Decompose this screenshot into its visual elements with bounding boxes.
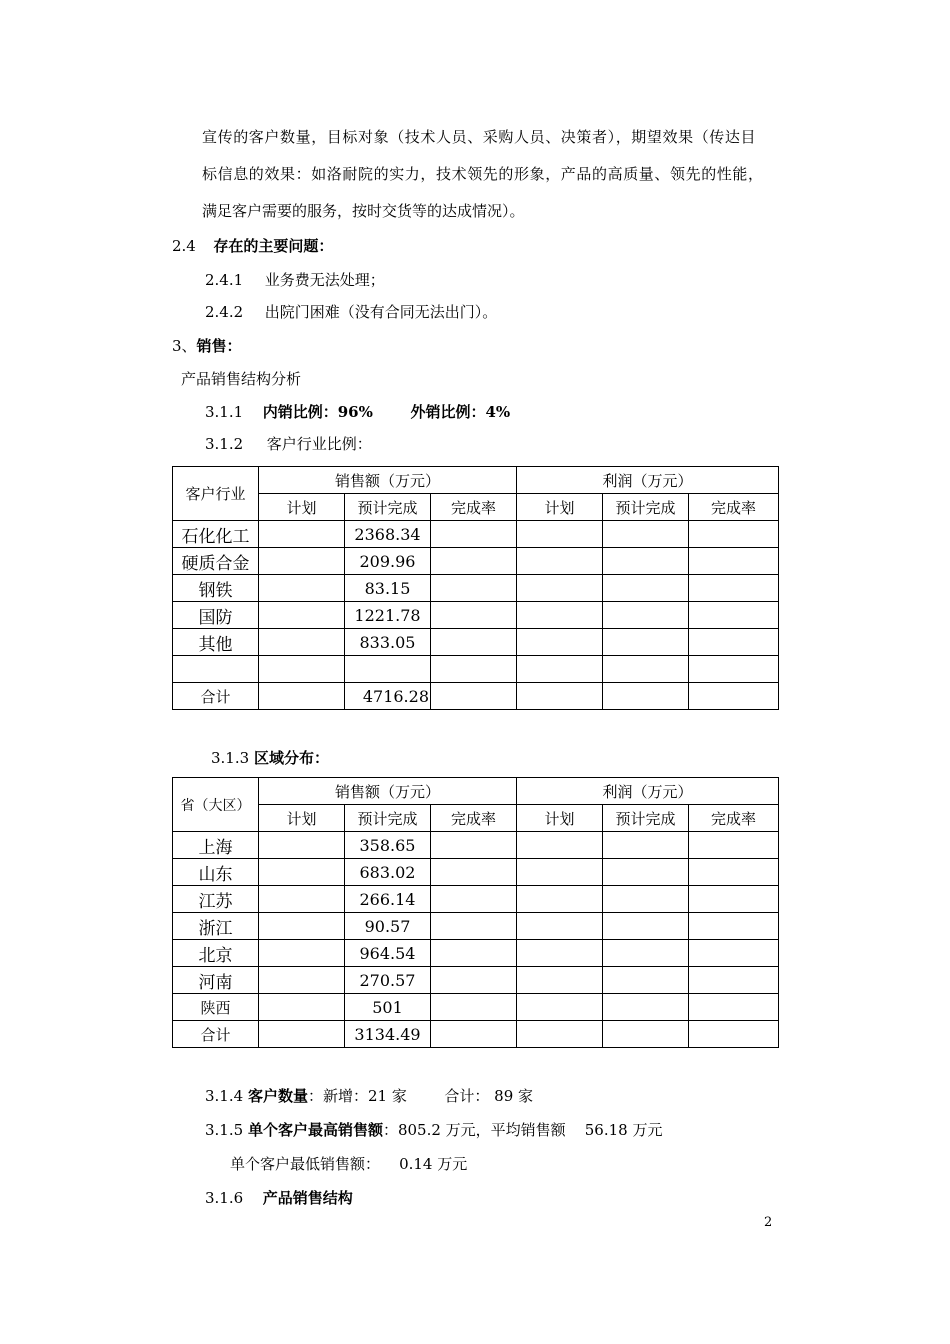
sub-header: 预计完成 <box>345 494 431 521</box>
cell <box>517 1021 603 1048</box>
table-row <box>173 602 779 629</box>
cell <box>603 940 689 967</box>
item-title: 区域分布： <box>253 749 329 767</box>
row-name <box>173 656 259 683</box>
cell <box>689 886 779 913</box>
sub-header: 计划 <box>517 805 603 832</box>
sub-header: 完成率 <box>689 805 779 832</box>
sales-group-header: 销售额（万元） <box>259 467 517 494</box>
cell <box>689 967 779 994</box>
section-number: 2.4 <box>172 237 196 255</box>
intro-line-1: 宣传的客户数量，目标对象（技术人员、采购人员、决策者），期望效果（传达目 <box>202 128 757 146</box>
row-name: 合计 <box>173 1021 259 1048</box>
section-title: 存在的主要问题： <box>213 237 334 255</box>
table-row <box>173 994 779 1021</box>
cell <box>517 521 603 548</box>
section-2-4-heading <box>172 236 333 256</box>
cell <box>517 940 603 967</box>
cell <box>603 602 689 629</box>
item-text: 出院门困难（没有合同无法出门）。 <box>264 303 498 321</box>
cell <box>259 656 345 683</box>
table-row <box>173 967 779 994</box>
row-value: 266.14 <box>345 886 431 913</box>
cell <box>689 859 779 886</box>
cell <box>603 656 689 683</box>
item-number: 3.1.5 <box>205 1121 244 1139</box>
sub-header: 计划 <box>517 494 603 521</box>
row-name: 陕西 <box>173 994 259 1021</box>
total-customers: 合计： 89 家 <box>444 1087 534 1105</box>
table-row <box>173 575 779 602</box>
section-title: 销售： <box>196 337 242 355</box>
row-name: 石化化工 <box>173 521 259 548</box>
cell <box>689 683 779 710</box>
cell <box>517 575 603 602</box>
row-value: 501 <box>345 994 431 1021</box>
item-number: 3.1.6 <box>205 1189 244 1207</box>
cell <box>517 629 603 656</box>
cell <box>689 521 779 548</box>
sub-header: 预计完成 <box>345 805 431 832</box>
item-3-1-2 <box>205 434 372 454</box>
cell <box>431 886 517 913</box>
rowhead-cell: 省（大区） <box>173 778 259 832</box>
cell <box>603 683 689 710</box>
cell <box>259 832 345 859</box>
sub-header: 预计完成 <box>603 494 689 521</box>
domestic-ratio: 内销比例：96% <box>262 403 373 421</box>
cell <box>431 521 517 548</box>
row-value: 209.96 <box>345 548 431 575</box>
item-3-1-6 <box>205 1188 353 1208</box>
sub-header: 完成率 <box>431 805 517 832</box>
item-number: 3.1.4 <box>205 1087 244 1105</box>
cell <box>603 967 689 994</box>
cell <box>431 994 517 1021</box>
cell <box>517 967 603 994</box>
cell <box>259 683 345 710</box>
cell <box>689 994 779 1021</box>
row-value: 833.05 <box>345 629 431 656</box>
cell <box>603 1021 689 1048</box>
item-title: 单个客户最高销售额 <box>247 1121 383 1139</box>
cell <box>259 521 345 548</box>
table-row <box>173 521 779 548</box>
row-name: 其他 <box>173 629 259 656</box>
cell <box>431 656 517 683</box>
table-row <box>173 832 779 859</box>
cell <box>431 913 517 940</box>
cell <box>431 859 517 886</box>
item-3-1-4 <box>205 1086 533 1106</box>
cell <box>603 913 689 940</box>
sub-header: 计划 <box>259 494 345 521</box>
cell <box>603 859 689 886</box>
cell <box>259 1021 345 1048</box>
cell <box>689 940 779 967</box>
table-row <box>173 886 779 913</box>
new-customers: ：新增：21 家 <box>307 1087 407 1105</box>
subheading: 产品销售结构分析 <box>181 370 302 388</box>
row-value: 83.15 <box>345 575 431 602</box>
item-number: 3.1.3 <box>211 749 250 767</box>
row-name: 钢铁 <box>173 575 259 602</box>
table-row-total <box>173 1021 779 1048</box>
cell <box>689 575 779 602</box>
row-name: 江苏 <box>173 886 259 913</box>
section-number: 3、 <box>172 337 197 355</box>
cell <box>517 994 603 1021</box>
cell <box>603 629 689 656</box>
min-sales-line: 单个客户最低销售额： 0.14 万元 <box>230 1155 468 1173</box>
item-3-1-3 <box>211 748 329 768</box>
row-value: 270.57 <box>345 967 431 994</box>
intro-line-2: 标信息的效果：如洛耐院的实力，技术领先的形象，产品的高质量、领先的性能， <box>202 165 764 183</box>
cell <box>689 832 779 859</box>
cell <box>517 548 603 575</box>
item-number: 2.4.2 <box>205 303 244 321</box>
cell <box>431 683 517 710</box>
sub-header: 预计完成 <box>603 805 689 832</box>
item-2-4-1 <box>205 270 385 290</box>
cell <box>259 940 345 967</box>
sub-header: 完成率 <box>689 494 779 521</box>
profit-group-header: 利润（万元） <box>517 467 779 494</box>
cell <box>431 967 517 994</box>
item-number: 2.4.1 <box>205 271 244 289</box>
cell <box>517 886 603 913</box>
cell <box>259 859 345 886</box>
cell <box>689 656 779 683</box>
item-text: 客户行业比例： <box>266 435 372 453</box>
table-row <box>173 548 779 575</box>
cell <box>431 1021 517 1048</box>
item-title: 产品销售结构 <box>262 1189 353 1207</box>
row-name: 上海 <box>173 832 259 859</box>
row-name: 山东 <box>173 859 259 886</box>
cell <box>517 859 603 886</box>
cell <box>431 832 517 859</box>
cell <box>259 994 345 1021</box>
cell <box>431 629 517 656</box>
item-number: 3.1.2 <box>205 435 244 453</box>
cell <box>259 602 345 629</box>
section-3-heading <box>172 336 242 356</box>
cell <box>431 602 517 629</box>
cell <box>603 886 689 913</box>
item-text: 业务费无法处理； <box>264 271 385 289</box>
row-name: 合计 <box>173 683 259 710</box>
row-value: 1221.78 <box>345 602 431 629</box>
table-row <box>173 940 779 967</box>
row-name: 硬质合金 <box>173 548 259 575</box>
sub-header: 完成率 <box>431 494 517 521</box>
intro-line-3: 满足客户需要的服务，按时交货等的达成情况）。 <box>202 202 525 220</box>
cell <box>603 521 689 548</box>
row-name: 国防 <box>173 602 259 629</box>
cell <box>259 575 345 602</box>
cell <box>431 940 517 967</box>
cell <box>517 913 603 940</box>
row-value: 3134.49 <box>345 1021 431 1048</box>
item-3-1-1 <box>205 402 510 422</box>
region-table <box>172 777 779 1048</box>
cell <box>517 656 603 683</box>
item-3-1-5 <box>205 1120 662 1140</box>
cell <box>259 913 345 940</box>
table-row-total <box>173 683 779 710</box>
cell <box>689 629 779 656</box>
sub-header: 计划 <box>259 805 345 832</box>
table-row <box>173 629 779 656</box>
row-value: 964.54 <box>345 940 431 967</box>
cell <box>689 913 779 940</box>
cell <box>517 602 603 629</box>
row-value <box>345 656 431 683</box>
rowhead-cell: 客户行业 <box>173 467 259 521</box>
cell <box>259 886 345 913</box>
industry-table <box>172 466 779 710</box>
cell <box>259 548 345 575</box>
item-text: ：805.2 万元，平均销售额 56.18 万元 <box>382 1121 663 1139</box>
row-value: 90.57 <box>345 913 431 940</box>
cell <box>603 575 689 602</box>
item-2-4-2 <box>205 302 497 322</box>
row-value: 4716.28 <box>345 683 431 710</box>
row-value: 2368.34 <box>345 521 431 548</box>
cell <box>689 548 779 575</box>
table-row <box>173 656 779 683</box>
cell <box>603 548 689 575</box>
row-name: 北京 <box>173 940 259 967</box>
item-number: 3.1.1 <box>205 403 244 421</box>
cell <box>259 967 345 994</box>
row-value: 683.02 <box>345 859 431 886</box>
table-row <box>173 913 779 940</box>
cell <box>603 832 689 859</box>
profit-group-header: 利润（万元） <box>517 778 779 805</box>
row-name: 河南 <box>173 967 259 994</box>
table-row <box>173 859 779 886</box>
cell <box>689 1021 779 1048</box>
cell <box>603 994 689 1021</box>
page-number: 2 <box>764 1215 773 1230</box>
cell <box>689 602 779 629</box>
cell <box>431 548 517 575</box>
export-ratio: 外销比例：4% <box>410 403 511 421</box>
row-value: 358.65 <box>345 832 431 859</box>
cell <box>517 832 603 859</box>
row-name: 浙江 <box>173 913 259 940</box>
item-title: 客户数量 <box>247 1087 308 1105</box>
cell <box>259 629 345 656</box>
sales-group-header: 销售额（万元） <box>259 778 517 805</box>
cell <box>517 683 603 710</box>
cell <box>431 575 517 602</box>
